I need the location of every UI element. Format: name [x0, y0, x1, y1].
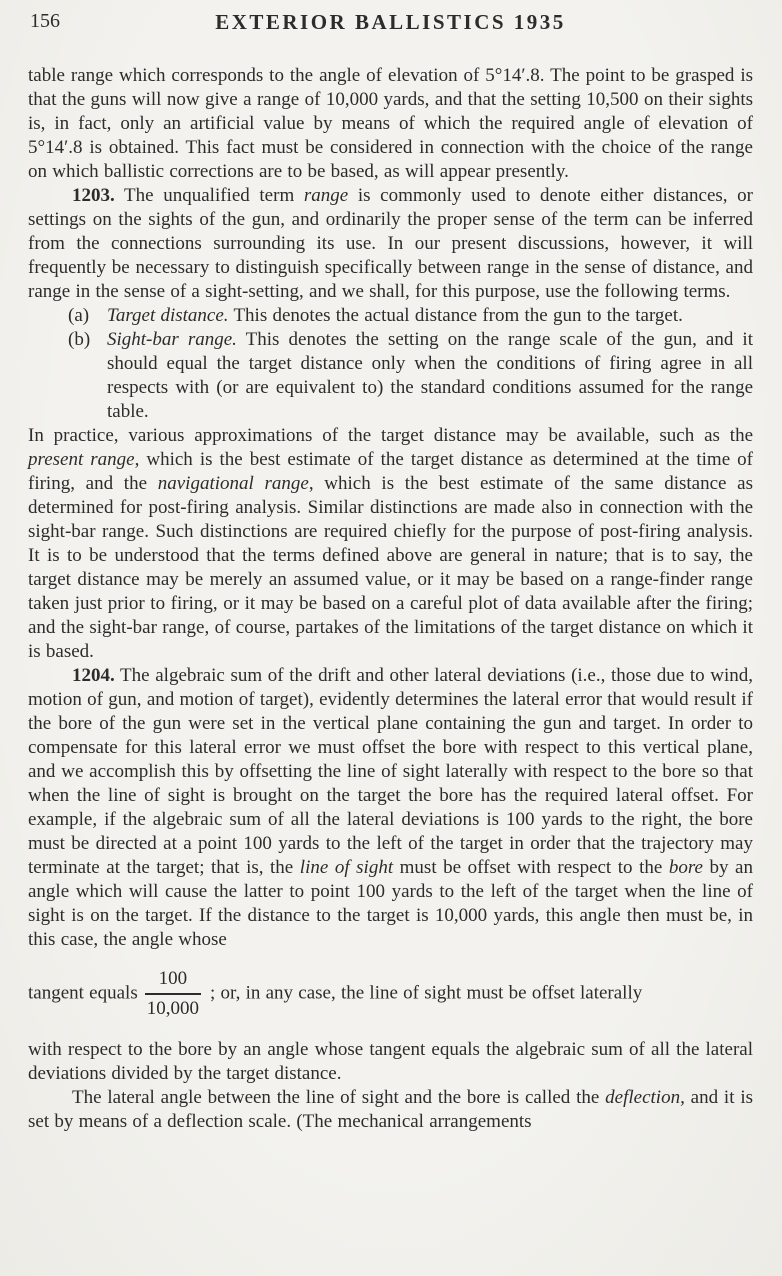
- list-item-a-label: (a): [68, 305, 90, 326]
- page-number: 156: [30, 10, 60, 32]
- paragraph-1204-text: by an angle which will cause the latter to point 100 yards to the left of the target when the line of sight is on the target. If the distance to the target is 10,000 yards, this angle then must be, in this case, the angle whose: [28, 857, 753, 950]
- paragraph-deflection: [28, 1086, 753, 1134]
- paragraph-1203-text: is commonly used to denote either distances, or settings on the sights of the gun, and ordinarily the proper sense of the term can be inferred from the connections surrounding its use. In our present discussions, however, it will frequently be necessary to distinguish specifically between range in the sense of distance, and range in the sense of a sight-setting, and we shall, for this purpose, use the following terms.: [28, 185, 754, 302]
- paragraph-in-practice: [28, 424, 753, 664]
- equation-lead-text: tangent equals: [28, 982, 138, 1004]
- paragraph-1204-text: The algebraic sum of the drift and other lateral deviations (i.e., those due to wind, motion of gun, and motion of target), evidently determines the lateral error that would result if the bore of the gun were set in the vertical plane containing the gun and target. In order to compensate for this lateral error we must offset the bore with respect to this vertical plane, and we accomplish this by offsetting the line of sight laterally with respect to the bore so that when the line of sight is brought on the target the bore has the required lateral offset. For example, if the algebraic sum of all the lateral deviations is 100 yards to the right, the bore must be directed at a point 100 yards to the left of the target in order that the trajectory may terminate at the target; that is, the: [28, 665, 753, 878]
- term-navigational-range: navigational range: [157, 473, 309, 494]
- term-range: range: [303, 185, 349, 206]
- fraction: [145, 966, 201, 1022]
- paragraph-1204: [28, 664, 753, 952]
- term-present-range: present range: [28, 449, 135, 470]
- term-sight-bar-range: Sight-bar range.: [107, 329, 237, 350]
- paragraph-text: The lateral angle between the line of sight and the bore is called the: [72, 1087, 606, 1108]
- fraction-numerator: 100: [145, 966, 201, 995]
- list-item-a-text: This denotes the actual distance from the gun to the target.: [228, 305, 683, 326]
- fraction-denominator: 10,000: [146, 998, 199, 1019]
- list-item-b: [28, 328, 753, 424]
- list-item-b-label: (b): [68, 329, 91, 350]
- section-number-1204: 1204.: [72, 665, 115, 686]
- paragraph-text: and it is set by means of a deflection scale. (The mechanical arrangements: [28, 1087, 753, 1132]
- term-bore: bore: [668, 857, 703, 878]
- paragraph-intro-text: table range which corresponds to the angle of elevation of 5°14′.8. The point to be grasped is that the guns will now give a range of 10,000 yards, and that the setting 10,500 on their sights is, in fact, only an artificial value by means of which the required angle of elevation of 5°14′.8 is obtained. This fact must be considered in connection with the choice of the range on which ballistic corrections are to be based, as will appear presently.: [28, 65, 753, 182]
- paragraph-1203-text: The unqualified term: [114, 185, 304, 206]
- paragraph-1203: [28, 184, 753, 304]
- section-number-1203: 1203.: [72, 185, 115, 206]
- running-title: EXTERIOR BALLISTICS 1935: [215, 10, 566, 34]
- term-deflection: deflection,: [605, 1087, 685, 1108]
- paragraph-tangent-equation: [28, 966, 753, 1022]
- list-item-a: [28, 304, 753, 328]
- paragraph-text: In practice, various approximations of the target distance may be available, such as the: [28, 425, 753, 446]
- equation-trail-text: ; or, in any case, the line of sight must be offset laterally: [209, 982, 643, 1004]
- term-line-of-sight: line of sight: [299, 857, 394, 878]
- paragraph-text: , which is the best estimate of the same distance as determined for post-firing analysis. Similar distinctions are made also in connection with the sight-bar range. Such distinctions are required chiefly for the purpose of post-firing analysis. It is to be understood that the terms defined above are general in nature; that is to say, the target distance may be merely an assumed value, or it may be based on a range-finder range taken just prior to firing, or it may be based on a careful plot of data available after the firing; and the sight-bar range, of course, partakes of the limitations of the target distance on which it is based.: [28, 473, 754, 662]
- page-header: [28, 10, 753, 40]
- paragraph-text: , which is the best estimate of the target distance as determined at the time of firing, and the: [28, 449, 753, 494]
- page-body: [28, 64, 753, 1134]
- paragraph-1204-text: must be offset with respect to the: [393, 857, 669, 878]
- paragraph-intro: [28, 64, 753, 184]
- term-target-distance: Target distance.: [107, 305, 229, 326]
- list-item-b-text: This denotes the setting on the range scale of the gun, and it should equal the target distance only when the conditions of firing agree in all respects with (or are equivalent to) the standard conditions assumed for the range table.: [107, 329, 753, 422]
- paragraph-text: with respect to the bore by an angle whose tangent equals the algebraic sum of all the lateral deviations divided by the target distance.: [28, 1039, 753, 1084]
- paragraph-with-respect: [28, 1038, 753, 1086]
